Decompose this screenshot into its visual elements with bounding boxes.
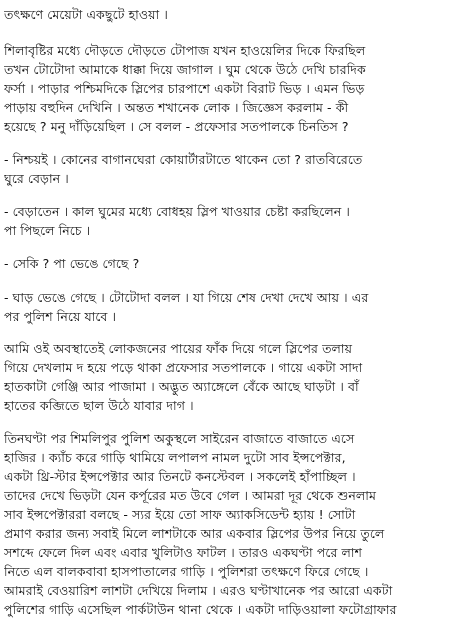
- text-line: একটা থ্রি-স্টার ইন্সপেক্টার আর তিনটে কনস্টেবল । সকলেই হাঁপাচ্ছিল ।: [4, 469, 356, 484]
- text-line: তখন টোটোদা আমাকে ধাক্কা দিয়ে জাগাল । ঘুম থেকে উঠে দেখি চারদিক: [4, 62, 366, 77]
- text-line: প্রমাণ করার জন্য সবাই মিলে লাশটাকে আর একবার স্লিপের উপর নিয়ে তুলে: [4, 526, 385, 541]
- text-line: গিয়ে দেখলাম দ হয়ে পড়ে থাকা প্রফেসার সতপালকে । গায়ে একটা সাদা: [4, 360, 363, 375]
- text-line: - নিশ্চয়ই । কোনের বাগানঘেরা কোয়ার্টারটাতে থাকেন তো ? রাতবিরেতে: [4, 152, 363, 167]
- text-line: ফর্সা । পাড়ার পশ্চিমদিকে স্লিপের চারপাশে একটা বিরাট ভিড় । এমন ভিড়: [4, 81, 365, 96]
- text-line: পুলিশের গাড়ি এসেছিল পার্কটাউন থানা থেকে । একটা দাড়িওয়ালা ফটোগ্রাফার: [4, 602, 397, 617]
- text-line: আমি ওই অবস্থাতেই লোকজনের পায়ের ফাঁক দিয়ে গলে স্লিপের তলায়: [4, 341, 353, 356]
- text-line: হয়েছে ? মনু দাঁড়িয়েছিল । সে বলল - প্রফেসার সতপালকে চিনতিস ?: [4, 119, 349, 134]
- text-line: সশব্দে ফেলে দিল এবং এবার খুলিটাও ফাটল । তারও একঘণ্টা পরে লাশ: [4, 545, 363, 560]
- text-line: হাতের কব্জিতে ছাল উঠে যাবার দাগ ।: [4, 398, 194, 413]
- text-line: তিনঘণ্টা পর শিমলিপুর পুলিশ অকুস্থলে সাইরেন বাজাতে বাজাতে এসে: [4, 431, 355, 446]
- text-line: শিলাবৃষ্টির মধ্যে দৌড়তে দৌড়তে টোপাজ যখন হাওয়েলির দিকে ফিরছিল: [4, 43, 366, 58]
- text-line: সাব ইন্সপেক্টাররা বলছে - স্যর ইয়ে তো সাফ অ্যাকসিডেন্ট হ্যায় ! সোটা: [4, 507, 356, 522]
- text-line: হাতকাটা গেঞ্জি আর পাজামা । অদ্ভুত অ্যাঙ্গেলে বেঁকে আছে ঘাড়টা । বাঁ: [4, 379, 359, 394]
- text-line: - সেকি ? পা ভেঙে গেছে ?: [4, 256, 140, 271]
- text-line: পাড়ায় বহুদিন দেখিনি । অন্তত শখানেক লোক । জিজ্ঞেস করলাম - কী: [4, 100, 349, 115]
- text-line: ঘুরে বেড়ান ।: [4, 171, 69, 186]
- text-line: পর পুলিশ নিয়ে যাবে ।: [4, 309, 117, 324]
- text-line: - বেড়াতেন । কাল ঘুমের মধ্যে বোধহয় স্লিপ খাওয়ার চেষ্টা করছিলেন ।: [4, 204, 350, 219]
- text-line: তৎক্ষণে মেয়েটা একছুটে হাওয়া ।: [4, 7, 168, 22]
- text-line: নিতে এল বালকবাবা হাসপাতালের গাড়ি । পুলিশরা তৎক্ষণে ফিরে গেছে ।: [4, 564, 369, 579]
- text-line: পা পিছলে নিচে ।: [4, 223, 91, 238]
- text-line: হাজির । ক্যাঁচ করে গাড়ি থামিয়ে লপালপ নামল দুটো সাব ইন্সপেক্টার,: [4, 450, 346, 465]
- text-line: তাদের দেখে ভিড়টা যেন কর্পূরের মত উবে গেল । আমরা দূর থেকে শুনলাম: [4, 488, 376, 503]
- text-line: - ঘাড় ভেঙে গেছে । টোটোদা বলল । যা গিয়ে শেষ দেখা দেখে আয় । এর: [4, 290, 369, 305]
- text-line: আমরাই বেওয়ারিশ লাশটা দেখিয়ে দিলাম । এরও ঘণ্টাখানেক পর আরো একটা: [4, 583, 393, 598]
